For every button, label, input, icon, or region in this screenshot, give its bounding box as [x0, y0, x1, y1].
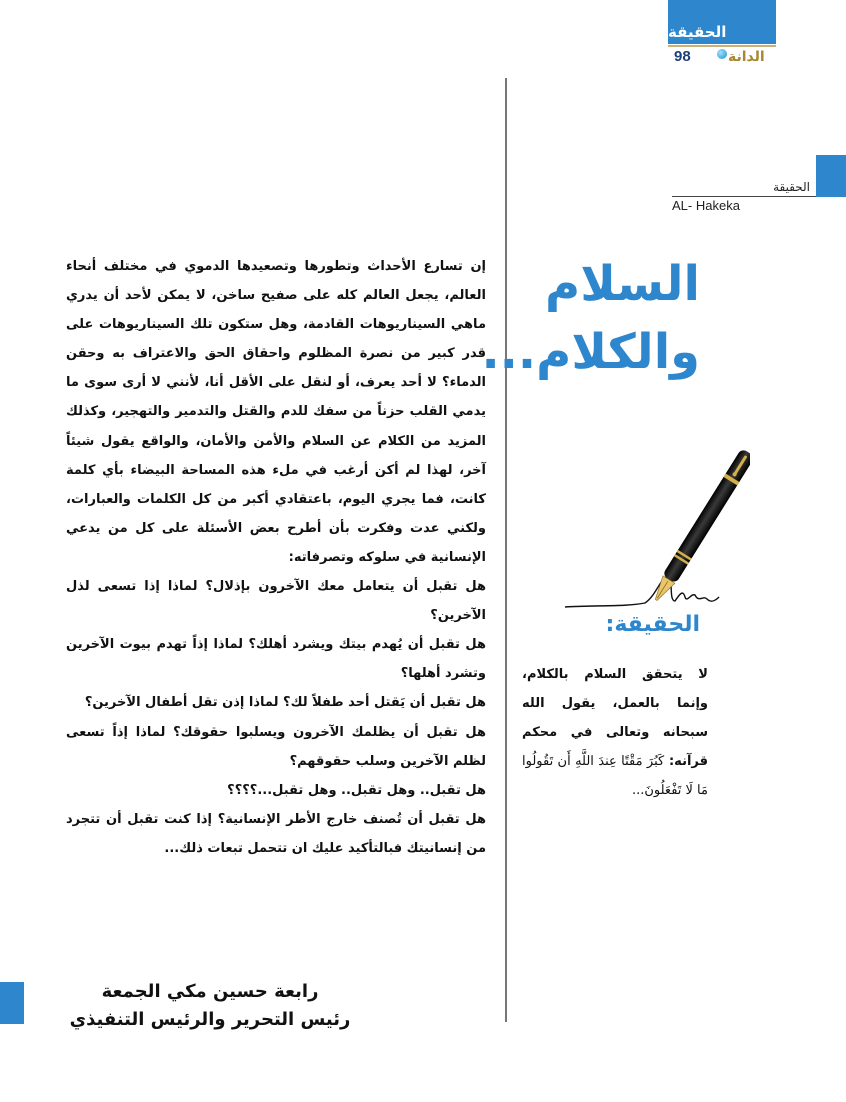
body-question-6: هل تقبل أن تُصنف خارج الأطر الإنسانية؟ إذا كنت تقبل أن تتجرد من إنسانيتك فبالتأكيد عليك ان تتحمل تبعات ذلك...: [66, 811, 486, 856]
body-question-2: هل تقبل أن يُهدم بيتك ويشرد أهلك؟ لماذا إذاً تهدم بيوت الآخرين وتشرد أهلها؟: [66, 637, 486, 682]
quran-quote: كَبُرَ مَقْتًا عِندَ اللَّهِ أَن تَقُولُوا مَا لَا تَفْعَلُونَ...: [522, 754, 708, 798]
magazine-logo: [716, 47, 776, 65]
side-paragraph-text: لا يتحقق السلام بالكلام، وإنما بالعمل، يقول الله سبحانه وتعالى في محكم قرآنه:: [522, 667, 709, 769]
signature-scribble: [565, 577, 719, 607]
section-title-arabic: الحقيقة: [773, 180, 810, 194]
section-title-english: AL- Hakeka: [672, 198, 740, 213]
section-divider: [672, 196, 816, 197]
author-name: رابعة حسين مكي الجمعة: [101, 981, 319, 1002]
body-question-5: هل تقبل.. وهل تقبل.. وهل تقبل...؟؟؟؟: [227, 782, 486, 798]
body-question-4: هل تقبل أن يظلمك الآخرون ويسلبوا حقوقك؟ لماذا إذاً تسعى لظلم الآخرين وسلب حقوقهم؟: [66, 724, 486, 769]
section-color-tab: [816, 155, 846, 197]
article-body: [66, 252, 486, 863]
section-badge: [668, 0, 776, 44]
column-divider: [505, 78, 507, 1022]
body-paragraph-intro: إن تسارع الأحداث وتطورها وتصعيدها الدموي في مختلف أنحاء العالم، يجعل العالم كله على صفيح ساخن، لا يمكن لأحد أن يدري ماهي السيناريوهات القادمة، وهل ستكون تلك السيناريوهات على قدر كبير من نصرة المظلوم واحقاق الحق والاعتراف به وحقن الدماء؟ لا أحد يعرف، أو لنقل على الأقل أنا، لأنني لا أرى سوى ما يدمي القلب حزناً من سفك للدم والقتل والتدمير والتهجير، وكذلك المزيد من الكلام عن السلام والأمن والأمان، والواقع يقول شيئاً آخر، لهذا لم أكن أرغب في ملء هذه المساحة البيضاء بأي كلمة كانت، فما يجري اليوم، باعتقادي أكبر من كل الكلمات والعبارات، ولكني عدت وفكرت بأن أطرح بعض الأسئلة على كل من يدعي الإنسانية في سلوكه وتصرفاته:: [66, 259, 486, 565]
author-signature: [60, 978, 360, 1034]
article-title: [481, 250, 700, 386]
body-question-3: هل تقبل أن يَقتل أحد طفلاً لك؟ لماذا إذن تقل أطفال الآخرين؟: [84, 695, 486, 711]
page-number: 98: [674, 48, 691, 65]
magazine-logo-text: الدانة: [728, 49, 765, 65]
author-role: رئيس التحرير والرئيس التنفيذي: [69, 1009, 351, 1030]
side-heading: الحقيقة:: [605, 612, 700, 637]
section-badge-label: الحقيقة: [668, 23, 727, 41]
globe-icon: [717, 49, 727, 59]
signature-color-tab: [0, 982, 24, 1024]
article-title-line-1: السلام: [545, 256, 700, 312]
body-question-1: هل تقبل أن يتعامل معك الآخرون بإذلال؟ لماذا إذا تسعى لذل الآخرين؟: [66, 579, 486, 624]
fountain-pen-icon: [565, 415, 750, 615]
side-paragraph: [522, 660, 708, 805]
article-title-line-2: والكلام...: [481, 324, 700, 380]
